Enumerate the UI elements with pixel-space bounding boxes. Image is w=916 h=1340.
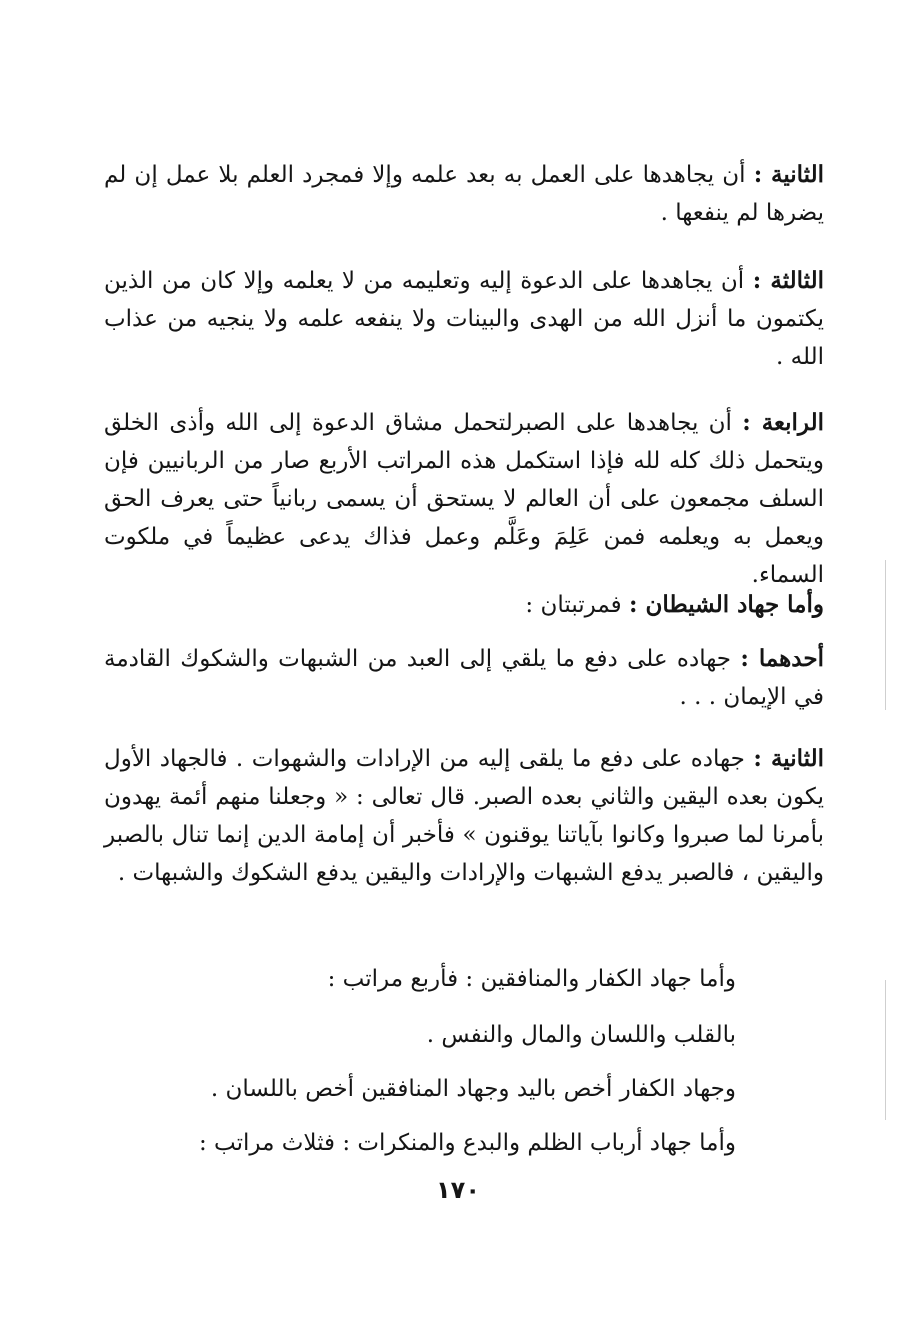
paragraph-heading: الثالثة : <box>752 267 825 294</box>
paragraph-text: أن يجاهدها على العمل به بعد علمه وإلا فمجرد العلم بلا عمل إن لم يضرها لم ينفعها . <box>104 162 824 226</box>
paragraph-heading: الثانية : <box>753 745 824 772</box>
paragraph-heading: أحدهما : <box>740 645 824 672</box>
paragraph-heading: الرابعة : <box>742 409 825 436</box>
paragraph-text: جهاده على دفع ما يلقي إلى العبد من الشبهات والشكوك القادمة في الإيمان . . . <box>104 646 824 710</box>
paragraph-text: أن يجاهدها على الدعوة إليه وتعليمه من لا يعلمه وإلا كان من الذين يكتمون ما أنزل الله من الهدى والبينات ولا ينفعه علمه ولا ينجيه من عذاب الله . <box>104 268 824 370</box>
paragraph-heading: الثانية : <box>753 161 825 188</box>
page-number: ١٧٠ <box>436 1176 480 1204</box>
paragraph-satan-jihad <box>104 586 824 624</box>
paragraph-fourth-stage <box>104 404 824 594</box>
scan-edge-mark <box>885 560 886 710</box>
text-line-hand-tongue: وجهاد الكفار أخص باليد وجهاد المنافقين أخص باللسان . <box>210 1076 736 1102</box>
paragraph-second-stage <box>104 156 824 232</box>
paragraph-third-stage <box>104 262 824 376</box>
text-line-oppressors: وأما جهاد أرباب الظلم والبدع والمنكرات : فثلاث مراتب : <box>198 1130 736 1156</box>
paragraph-text: فمرتبتان : <box>525 592 622 618</box>
paragraph-text: أن يجاهدها على الصبرلتحمل مشاق الدعوة إلى الله وأذى الخلق ويتحمل ذلك كله لله فإذا استكمل هذه المراتب الأربع صار من الربانيين فإن السلف مجمعون على أن العالم لا يستحق أن يسمى ربانياً حتى يعرف الحق ويعمل به ويعلمه فمن عَلِمَ وعَلَّم وعمل فذاك يدعى عظيماً في ملكوت السماء. <box>104 410 825 588</box>
paragraph-first-of-two <box>104 640 824 716</box>
paragraph-second-of-two <box>104 740 824 892</box>
paragraph-text: جهاده على دفع ما يلقى إليه من الإرادات والشهوات . فالجهاد الأول يكون بعده اليقين والثاني بعده الصبر. قال تعالى : « وجعلنا منهم أئمة يهدون بأمرنا لما صبروا وكانوا بآياتنا يوقنون » فأخبر أن إمامة الدين إنما تنال بالصبر واليقين ، فالصبر يدفع الشبهات والإرادات واليقين يدفع الشكوك والشبهات . <box>104 746 824 886</box>
text-line-disbelievers: وأما جهاد الكفار والمنافقين : فأربع مراتب : <box>327 966 736 992</box>
text-line-means: بالقلب واللسان والمال والنفس . <box>426 1022 736 1048</box>
scan-edge-mark <box>885 980 886 1120</box>
paragraph-heading: وأما جهاد الشيطان : <box>628 591 824 618</box>
